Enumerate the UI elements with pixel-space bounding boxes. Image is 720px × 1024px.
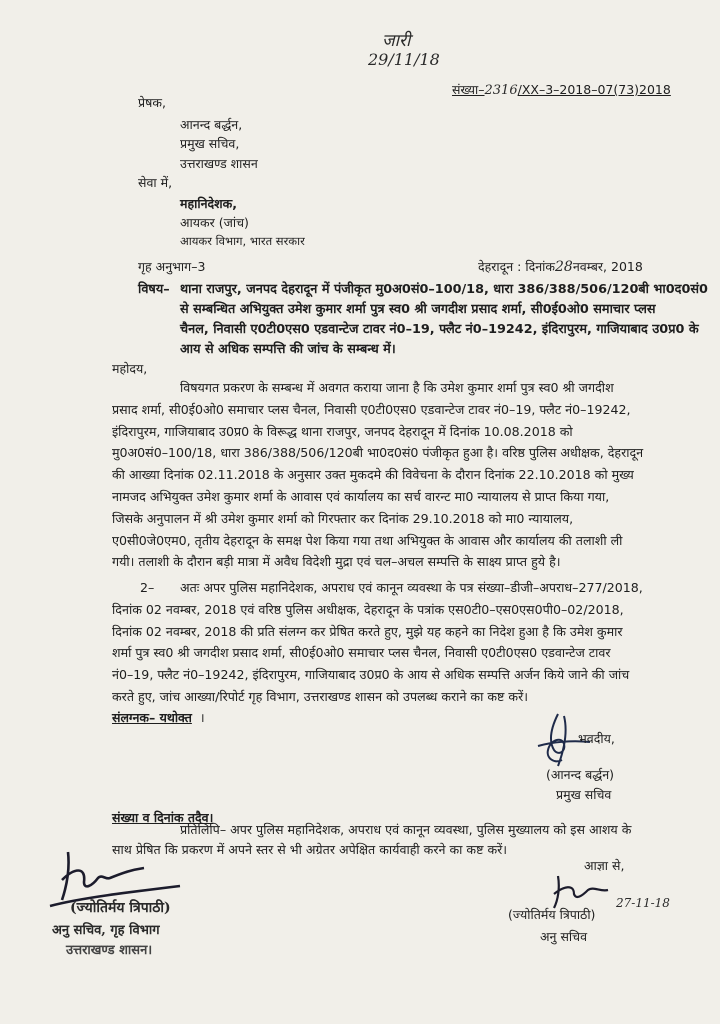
copy-heading: संख्या व दिनांक तदैव।: [112, 810, 214, 825]
right-signer-name: (ज्योतिर्मय त्रिपाठी): [508, 907, 596, 922]
reference-rest: /XX–3–2018–07(73)2018: [517, 82, 671, 97]
place-date-day: 28: [555, 259, 573, 275]
sender-office: उत्तराखण्ड शासन: [180, 156, 258, 171]
handwritten-issued-word: जारी: [382, 31, 411, 51]
signer-designation: प्रमुख सचिव: [556, 787, 612, 802]
sender-label: प्रेषक,: [138, 95, 166, 110]
place-date-place: देहरादून : दिनांक: [478, 259, 556, 274]
handwritten-issued-note: [382, 28, 410, 51]
paragraph-line: दिनांक 02 नवम्बर, 2018 की प्रति संलग्न कर प्रेषित करते हुए, मुझे यह कहने का निदेश हुआ है कि उमेश कुमार: [112, 623, 623, 639]
enclosure-mark: ।: [199, 710, 205, 725]
enclosure: [112, 709, 205, 727]
subject-line: चैनल, निवासी ए0टी0एस0 एडवान्टेज टावर नं0–19, फ्लैट नं0–19242, इंदिरापुरम, गाजियाबाद उ0प्र0 के: [180, 322, 699, 337]
left-stamp-name: (ज्योतिर्मय त्रिपाठी): [70, 900, 171, 916]
paragraph-line: की आख्या दिनांक 02.11.2018 के अनुसार उक्त मुकदमे की विवेचना के दौरान दिनांक 22.10.2018 को मुख्य: [112, 467, 634, 483]
subject-label: विषय–: [138, 282, 170, 297]
order-text: आज्ञा से,: [584, 858, 625, 873]
paragraph-line: शर्मा पुत्र स्व0 श्री जगदीश प्रसाद शर्मा, सी0ई0ओ0 समाचार प्लस चैनल, निवासी ए0टी0एस0 एडवान्टेज टावर: [112, 645, 611, 661]
enclosure-label: संलग्नक– यथोक्त: [112, 710, 192, 725]
subject-line: आय से अधिक सम्पत्ति की जांच के सम्बन्ध में।: [180, 342, 396, 357]
paragraph-line: जिसके अनुपालन में श्री उमेश कुमार शर्मा को गिरफ्तार कर दिनांक 29.10.2018 को मा0 न्यायालय,: [112, 510, 574, 526]
signer-name: (आनन्द बर्द्धन): [546, 767, 615, 782]
left-stamp-line1: अनु सचिव, गृह विभाग: [52, 923, 160, 938]
paragraph-line: गयी। तलाशी के दौरान बड़ी मात्रा में अवैध विदेशी मुद्रा एवं चल–अचल सम्पत्ति के साक्ष्य प्राप्त हुये है।: [112, 554, 561, 570]
recipient-title: महानिदेशक,: [180, 196, 238, 211]
reference-handwritten-number: 2316: [484, 83, 518, 98]
recipient-dept: आयकर (जांच): [180, 215, 249, 230]
right-signature-date: 27-11-18: [616, 896, 670, 910]
paragraph-2: [112, 577, 684, 708]
paragraph-line: करते हुए, जांच आख्या/रिपोर्ट गृह विभाग, उत्तराखण्ड शासन को उपलब्ध कराने का कष्ट करें।: [112, 688, 528, 704]
paragraph-line: विषयगत प्रकरण के सम्बन्ध में अवगत कराया जाना है कि उमेश कुमार शर्मा पुत्र स्व0 श्री जगदीश: [180, 380, 614, 395]
paragraph-line: नामजद अभियुक्त उमेश कुमार शर्मा के आवास एवं कार्यालय का सर्च वारन्ट मा0 न्यायालय से प्राप्त किया गया,: [112, 488, 610, 504]
paragraph-1: [112, 377, 684, 573]
paragraph-line: नं0–19, फ्लैट नं0–19242, इंदिरापुरम, गाजियाबाद उ0प्र0 के आय से अधिक सम्पत्ति अर्जन किये जाने की जांच: [112, 667, 630, 683]
paragraph-line: मु0अ0सं0–100/18, धारा 386/388/506/120बी भा0द0सं0 पंजीकृत हुआ है। वरिष्ठ पुलिस अधीक्षक, देहरादून: [112, 445, 644, 461]
recipient-office: आयकर विभाग, भारत सरकार: [180, 234, 305, 248]
paragraph-line: ए0सी0जे0एम0, तृतीय देहरादून के समक्ष पेश किया गया तथा अभियुक्त के आवास और कार्यालय की तलाशी ली: [112, 532, 623, 548]
copy-text: [112, 820, 684, 860]
copy-line: प्रतिलिपि– अपर पुलिस महानिदेशक, अपराध एवं कानून व्यवस्था, पुलिस मुख्यालय को इस आशय के: [180, 822, 632, 837]
section-name: गृह अनुभाग–3: [138, 259, 206, 274]
recipient-label: सेवा में,: [138, 175, 173, 190]
salutation: महोदय,: [112, 361, 148, 376]
paragraph-line: इंदिरापुरम, गाजियाबाद उ0प्र0 के विरूद्ध थाना राजपुर, जनपद देहरादून में दिनांक 10.08.2018 को: [112, 423, 573, 439]
copy-line: साथ प्रेषित कि प्रकरण में अपने स्तर से भी अग्रेतर अपेक्षित कार्यवाही करने का कष्ट करें।: [112, 842, 508, 857]
handwritten-issued-date: 29/11/18: [368, 50, 440, 69]
subject-line: से सम्बन्धित अभियुक्त उमेश कुमार शर्मा पुत्र स्व0 श्री जगदीश प्रसाद शर्मा, सी0ई0ओ0 समाचार प्लस: [180, 302, 656, 317]
paragraph-line: प्रसाद शर्मा, सी0ई0ओ0 समाचार प्लस चैनल, निवासी ए0टी0एस0 एडवान्टेज टावर नं0–19, फ्लैट नं0–19242,: [112, 401, 631, 417]
place-date: [478, 258, 643, 276]
paragraph-2-number: 2–: [140, 580, 155, 595]
subject-line: थाना राजपुर, जनपद देहरादून में पंजीकृत मु0अ0सं0–100/18, धारा 386/388/506/120बी भा0द0सं0: [180, 282, 708, 297]
left-stamp-line2: उत्तराखण्ड शासन।: [66, 943, 153, 958]
right-signer-designation: अनु सचिव: [540, 929, 588, 944]
sender-designation: प्रमुख सचिव,: [180, 136, 240, 151]
subject-block: [180, 280, 708, 360]
place-date-rest: नवम्बर, 2018: [572, 259, 643, 274]
paragraph-line: दिनांक 02 नवम्बर, 2018 एवं वरिष्ठ पुलिस अधीक्षक, देहरादून के पत्रांक एस0टी0–एस0एस0पी0–02/2018,: [112, 601, 624, 617]
closing: भवदीय,: [578, 731, 615, 746]
sender-name: आनन्द बर्द्धन,: [180, 117, 243, 132]
reference-label: संख्या–: [452, 82, 485, 97]
reference-number: [452, 81, 671, 100]
paragraph-line: अतः अपर पुलिस महानिदेशक, अपराध एवं कानून व्यवस्था के पत्र संख्या–डीजी–अपराध–277/2018,: [180, 580, 643, 595]
